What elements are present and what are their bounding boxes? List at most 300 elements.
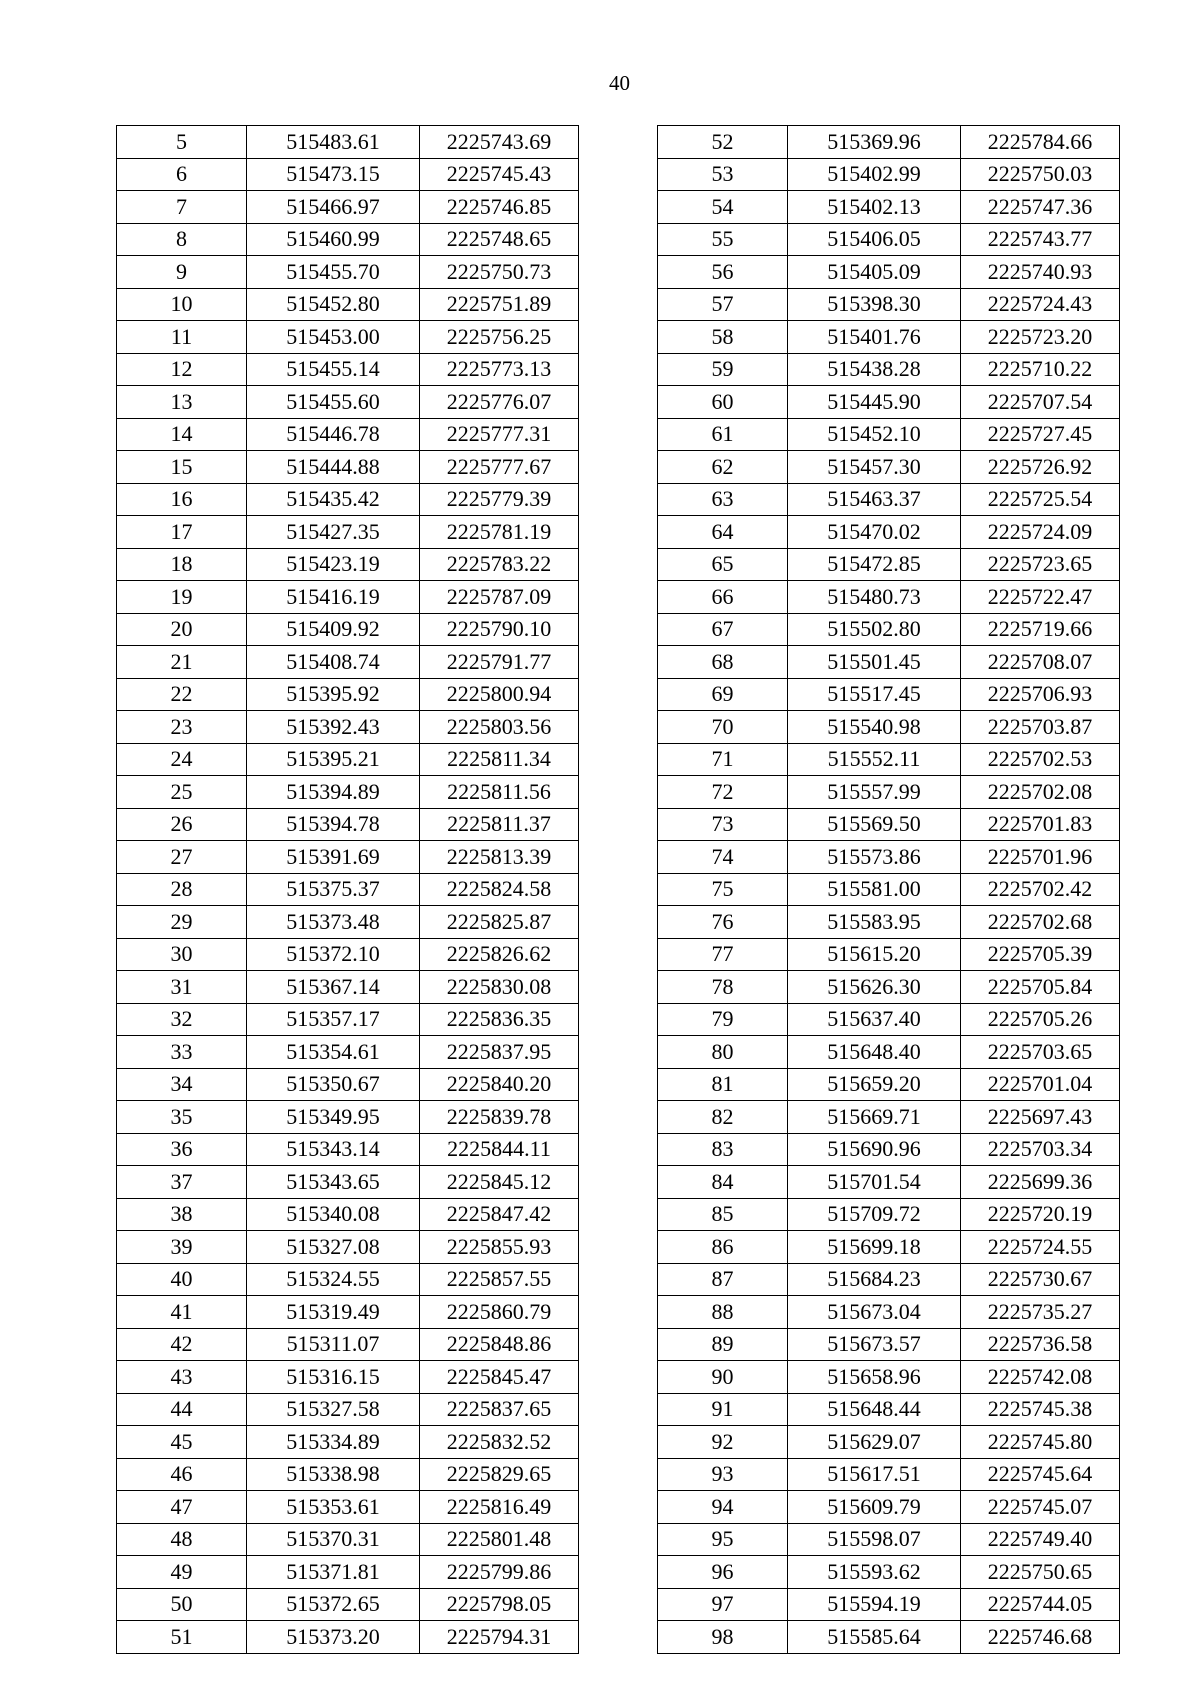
table-row (658, 126, 1120, 159)
point-number-cell: 49 (117, 1556, 247, 1589)
x-coordinate-cell: 515615.20 (788, 938, 961, 971)
x-coordinate-cell: 515334.89 (247, 1426, 420, 1459)
table-row (658, 776, 1120, 809)
table-row (117, 516, 579, 549)
y-coordinate-cell: 2225720.19 (961, 1198, 1120, 1231)
table-row (117, 321, 579, 354)
table-row (117, 451, 579, 484)
point-number-cell: 71 (658, 743, 788, 776)
y-coordinate-cell: 2225745.38 (961, 1393, 1120, 1426)
y-coordinate-cell: 2225826.62 (420, 938, 579, 971)
point-number-cell: 13 (117, 386, 247, 419)
point-number-cell: 10 (117, 288, 247, 321)
x-coordinate-cell: 515557.99 (788, 776, 961, 809)
table-row (658, 1198, 1120, 1231)
table-row (658, 1036, 1120, 1069)
y-coordinate-cell: 2225745.64 (961, 1458, 1120, 1491)
table-row (117, 1101, 579, 1134)
table-row (117, 841, 579, 874)
point-number-cell: 85 (658, 1198, 788, 1231)
y-coordinate-cell: 2225710.22 (961, 353, 1120, 386)
point-number-cell: 87 (658, 1263, 788, 1296)
x-coordinate-cell: 515349.95 (247, 1101, 420, 1134)
x-coordinate-cell: 515423.19 (247, 548, 420, 581)
table-row (117, 1458, 579, 1491)
x-coordinate-cell: 515581.00 (788, 873, 961, 906)
point-number-cell: 76 (658, 906, 788, 939)
x-coordinate-cell: 515316.15 (247, 1361, 420, 1394)
x-coordinate-cell: 515684.23 (788, 1263, 961, 1296)
table-row (117, 873, 579, 906)
y-coordinate-cell: 2225791.77 (420, 646, 579, 679)
x-coordinate-cell: 515343.14 (247, 1133, 420, 1166)
y-coordinate-cell: 2225703.87 (961, 711, 1120, 744)
table-row (658, 906, 1120, 939)
point-number-cell: 41 (117, 1296, 247, 1329)
table-row (117, 1198, 579, 1231)
x-coordinate-cell: 515402.13 (788, 191, 961, 224)
y-coordinate-cell: 2225751.89 (420, 288, 579, 321)
table-row (117, 1621, 579, 1654)
x-coordinate-cell: 515594.19 (788, 1588, 961, 1621)
point-number-cell: 26 (117, 808, 247, 841)
y-coordinate-cell: 2225701.83 (961, 808, 1120, 841)
y-coordinate-cell: 2225727.45 (961, 418, 1120, 451)
table-row (658, 1523, 1120, 1556)
y-coordinate-cell: 2225722.47 (961, 581, 1120, 614)
x-coordinate-cell: 515402.99 (788, 158, 961, 191)
x-coordinate-cell: 515367.14 (247, 971, 420, 1004)
point-number-cell: 55 (658, 223, 788, 256)
table-row (117, 1133, 579, 1166)
y-coordinate-cell: 2225726.92 (961, 451, 1120, 484)
y-coordinate-cell: 2225706.93 (961, 678, 1120, 711)
point-number-cell: 72 (658, 776, 788, 809)
point-number-cell: 46 (117, 1458, 247, 1491)
x-coordinate-cell: 515502.80 (788, 613, 961, 646)
y-coordinate-cell: 2225800.94 (420, 678, 579, 711)
point-number-cell: 21 (117, 646, 247, 679)
point-number-cell: 77 (658, 938, 788, 971)
table-row (117, 1166, 579, 1199)
point-number-cell: 33 (117, 1036, 247, 1069)
point-number-cell: 57 (658, 288, 788, 321)
y-coordinate-cell: 2225705.84 (961, 971, 1120, 1004)
coordinate-table-left (116, 125, 579, 1654)
table-row (117, 1491, 579, 1524)
y-coordinate-cell: 2225702.53 (961, 743, 1120, 776)
point-number-cell: 84 (658, 1166, 788, 1199)
y-coordinate-cell: 2225750.65 (961, 1556, 1120, 1589)
y-coordinate-cell: 2225740.93 (961, 256, 1120, 289)
x-coordinate-cell: 515583.95 (788, 906, 961, 939)
point-number-cell: 54 (658, 191, 788, 224)
point-number-cell: 29 (117, 906, 247, 939)
y-coordinate-cell: 2225787.09 (420, 581, 579, 614)
table-row (117, 1426, 579, 1459)
y-coordinate-cell: 2225756.25 (420, 321, 579, 354)
table-row (117, 548, 579, 581)
x-coordinate-cell: 515311.07 (247, 1328, 420, 1361)
x-coordinate-cell: 515327.58 (247, 1393, 420, 1426)
point-number-cell: 28 (117, 873, 247, 906)
table-row (658, 613, 1120, 646)
x-coordinate-cell: 515659.20 (788, 1068, 961, 1101)
table-row (658, 841, 1120, 874)
table-row (658, 516, 1120, 549)
y-coordinate-cell: 2225783.22 (420, 548, 579, 581)
table-row (117, 711, 579, 744)
table-row (117, 1523, 579, 1556)
table-row (658, 1166, 1120, 1199)
point-number-cell: 52 (658, 126, 788, 159)
table-row (117, 353, 579, 386)
table-row (658, 873, 1120, 906)
x-coordinate-cell: 515372.65 (247, 1588, 420, 1621)
point-number-cell: 22 (117, 678, 247, 711)
table-row (658, 1556, 1120, 1589)
x-coordinate-cell: 515343.65 (247, 1166, 420, 1199)
x-coordinate-cell: 515438.28 (788, 353, 961, 386)
coordinate-table-left-body (117, 126, 579, 1654)
x-coordinate-cell: 515369.96 (788, 126, 961, 159)
table-row (117, 1361, 579, 1394)
x-coordinate-cell: 515455.70 (247, 256, 420, 289)
x-coordinate-cell: 515357.17 (247, 1003, 420, 1036)
table-row (117, 1296, 579, 1329)
coordinate-table-right-body (658, 126, 1120, 1654)
y-coordinate-cell: 2225746.68 (961, 1621, 1120, 1654)
x-coordinate-cell: 515673.57 (788, 1328, 961, 1361)
x-coordinate-cell: 515319.49 (247, 1296, 420, 1329)
y-coordinate-cell: 2225832.52 (420, 1426, 579, 1459)
table-row (658, 288, 1120, 321)
x-coordinate-cell: 515455.60 (247, 386, 420, 419)
table-row (117, 1068, 579, 1101)
x-coordinate-cell: 515626.30 (788, 971, 961, 1004)
y-coordinate-cell: 2225811.37 (420, 808, 579, 841)
x-coordinate-cell: 515540.98 (788, 711, 961, 744)
y-coordinate-cell: 2225701.04 (961, 1068, 1120, 1101)
x-coordinate-cell: 515445.90 (788, 386, 961, 419)
table-row (117, 1393, 579, 1426)
table-row (658, 1361, 1120, 1394)
x-coordinate-cell: 515401.76 (788, 321, 961, 354)
table-row (117, 1003, 579, 1036)
point-number-cell: 27 (117, 841, 247, 874)
x-coordinate-cell: 515444.88 (247, 451, 420, 484)
y-coordinate-cell: 2225723.20 (961, 321, 1120, 354)
table-row (117, 1328, 579, 1361)
x-coordinate-cell: 515699.18 (788, 1231, 961, 1264)
table-row (117, 646, 579, 679)
point-number-cell: 32 (117, 1003, 247, 1036)
table-row (117, 971, 579, 1004)
table-row (658, 938, 1120, 971)
table-row (117, 483, 579, 516)
point-number-cell: 64 (658, 516, 788, 549)
x-coordinate-cell: 515593.62 (788, 1556, 961, 1589)
table-row (117, 288, 579, 321)
x-coordinate-cell: 515373.20 (247, 1621, 420, 1654)
table-row (658, 418, 1120, 451)
x-coordinate-cell: 515517.45 (788, 678, 961, 711)
point-number-cell: 81 (658, 1068, 788, 1101)
y-coordinate-cell: 2225845.47 (420, 1361, 579, 1394)
y-coordinate-cell: 2225860.79 (420, 1296, 579, 1329)
table-row (658, 256, 1120, 289)
point-number-cell: 70 (658, 711, 788, 744)
x-coordinate-cell: 515391.69 (247, 841, 420, 874)
table-row (117, 776, 579, 809)
point-number-cell: 61 (658, 418, 788, 451)
point-number-cell: 89 (658, 1328, 788, 1361)
table-row (658, 1588, 1120, 1621)
point-number-cell: 79 (658, 1003, 788, 1036)
point-number-cell: 50 (117, 1588, 247, 1621)
point-number-cell: 45 (117, 1426, 247, 1459)
y-coordinate-cell: 2225743.69 (420, 126, 579, 159)
x-coordinate-cell: 515409.92 (247, 613, 420, 646)
x-coordinate-cell: 515370.31 (247, 1523, 420, 1556)
y-coordinate-cell: 2225702.68 (961, 906, 1120, 939)
y-coordinate-cell: 2225699.36 (961, 1166, 1120, 1199)
point-number-cell: 66 (658, 581, 788, 614)
x-coordinate-cell: 515483.61 (247, 126, 420, 159)
table-row (117, 256, 579, 289)
x-coordinate-cell: 515466.97 (247, 191, 420, 224)
x-coordinate-cell: 515629.07 (788, 1426, 961, 1459)
table-row (117, 126, 579, 159)
point-number-cell: 98 (658, 1621, 788, 1654)
y-coordinate-cell: 2225702.08 (961, 776, 1120, 809)
y-coordinate-cell: 2225799.86 (420, 1556, 579, 1589)
coordinate-table-right (657, 125, 1120, 1654)
y-coordinate-cell: 2225794.31 (420, 1621, 579, 1654)
table-row (117, 158, 579, 191)
table-row (658, 1393, 1120, 1426)
y-coordinate-cell: 2225811.56 (420, 776, 579, 809)
table-row (658, 808, 1120, 841)
y-coordinate-cell: 2225811.34 (420, 743, 579, 776)
y-coordinate-cell: 2225701.96 (961, 841, 1120, 874)
x-coordinate-cell: 515473.15 (247, 158, 420, 191)
table-row (117, 386, 579, 419)
point-number-cell: 86 (658, 1231, 788, 1264)
table-row (117, 808, 579, 841)
point-number-cell: 6 (117, 158, 247, 191)
table-row (658, 191, 1120, 224)
y-coordinate-cell: 2225736.58 (961, 1328, 1120, 1361)
y-coordinate-cell: 2225801.48 (420, 1523, 579, 1556)
y-coordinate-cell: 2225745.43 (420, 158, 579, 191)
x-coordinate-cell: 515455.14 (247, 353, 420, 386)
x-coordinate-cell: 515573.86 (788, 841, 961, 874)
y-coordinate-cell: 2225747.36 (961, 191, 1120, 224)
table-row (658, 1621, 1120, 1654)
y-coordinate-cell: 2225777.67 (420, 451, 579, 484)
y-coordinate-cell: 2225750.73 (420, 256, 579, 289)
point-number-cell: 91 (658, 1393, 788, 1426)
table-row (658, 353, 1120, 386)
x-coordinate-cell: 515327.08 (247, 1231, 420, 1264)
x-coordinate-cell: 515446.78 (247, 418, 420, 451)
x-coordinate-cell: 515405.09 (788, 256, 961, 289)
table-row (658, 321, 1120, 354)
y-coordinate-cell: 2225803.56 (420, 711, 579, 744)
y-coordinate-cell: 2225837.65 (420, 1393, 579, 1426)
point-number-cell: 88 (658, 1296, 788, 1329)
point-number-cell: 63 (658, 483, 788, 516)
x-coordinate-cell: 515463.37 (788, 483, 961, 516)
table-row (117, 418, 579, 451)
x-coordinate-cell: 515354.61 (247, 1036, 420, 1069)
x-coordinate-cell: 515648.40 (788, 1036, 961, 1069)
point-number-cell: 30 (117, 938, 247, 971)
table-row (117, 678, 579, 711)
y-coordinate-cell: 2225837.95 (420, 1036, 579, 1069)
y-coordinate-cell: 2225745.80 (961, 1426, 1120, 1459)
y-coordinate-cell: 2225840.20 (420, 1068, 579, 1101)
y-coordinate-cell: 2225844.11 (420, 1133, 579, 1166)
x-coordinate-cell: 515394.78 (247, 808, 420, 841)
point-number-cell: 74 (658, 841, 788, 874)
point-number-cell: 95 (658, 1523, 788, 1556)
x-coordinate-cell: 515637.40 (788, 1003, 961, 1036)
point-number-cell: 44 (117, 1393, 247, 1426)
x-coordinate-cell: 515373.48 (247, 906, 420, 939)
point-number-cell: 56 (658, 256, 788, 289)
point-number-cell: 34 (117, 1068, 247, 1101)
table-row (658, 1003, 1120, 1036)
table-row (658, 1491, 1120, 1524)
x-coordinate-cell: 515552.11 (788, 743, 961, 776)
y-coordinate-cell: 2225697.43 (961, 1101, 1120, 1134)
x-coordinate-cell: 515406.05 (788, 223, 961, 256)
y-coordinate-cell: 2225779.39 (420, 483, 579, 516)
x-coordinate-cell: 515416.19 (247, 581, 420, 614)
table-row (658, 223, 1120, 256)
y-coordinate-cell: 2225723.65 (961, 548, 1120, 581)
point-number-cell: 93 (658, 1458, 788, 1491)
x-coordinate-cell: 515658.96 (788, 1361, 961, 1394)
table-row (658, 451, 1120, 484)
y-coordinate-cell: 2225702.42 (961, 873, 1120, 906)
point-number-cell: 9 (117, 256, 247, 289)
point-number-cell: 73 (658, 808, 788, 841)
y-coordinate-cell: 2225824.58 (420, 873, 579, 906)
y-coordinate-cell: 2225825.87 (420, 906, 579, 939)
table-row (117, 743, 579, 776)
table-row (658, 711, 1120, 744)
point-number-cell: 69 (658, 678, 788, 711)
table-row (658, 386, 1120, 419)
point-number-cell: 59 (658, 353, 788, 386)
point-number-cell: 48 (117, 1523, 247, 1556)
point-number-cell: 90 (658, 1361, 788, 1394)
table-row (658, 646, 1120, 679)
y-coordinate-cell: 2225798.05 (420, 1588, 579, 1621)
table-row (658, 1068, 1120, 1101)
point-number-cell: 65 (658, 548, 788, 581)
table-row (117, 1036, 579, 1069)
y-coordinate-cell: 2225839.78 (420, 1101, 579, 1134)
point-number-cell: 37 (117, 1166, 247, 1199)
point-number-cell: 92 (658, 1426, 788, 1459)
y-coordinate-cell: 2225845.12 (420, 1166, 579, 1199)
x-coordinate-cell: 515408.74 (247, 646, 420, 679)
point-number-cell: 97 (658, 1588, 788, 1621)
table-row (117, 1231, 579, 1264)
point-number-cell: 35 (117, 1101, 247, 1134)
table-row (658, 971, 1120, 1004)
page-number: 40 (609, 71, 630, 95)
point-number-cell: 62 (658, 451, 788, 484)
x-coordinate-cell: 515371.81 (247, 1556, 420, 1589)
point-number-cell: 53 (658, 158, 788, 191)
x-coordinate-cell: 515669.71 (788, 1101, 961, 1134)
point-number-cell: 67 (658, 613, 788, 646)
point-number-cell: 36 (117, 1133, 247, 1166)
y-coordinate-cell: 2225724.55 (961, 1231, 1120, 1264)
x-coordinate-cell: 515452.80 (247, 288, 420, 321)
y-coordinate-cell: 2225708.07 (961, 646, 1120, 679)
y-coordinate-cell: 2225830.08 (420, 971, 579, 1004)
table-row (117, 1263, 579, 1296)
table-row (658, 483, 1120, 516)
table-row (117, 191, 579, 224)
x-coordinate-cell: 515690.96 (788, 1133, 961, 1166)
y-coordinate-cell: 2225781.19 (420, 516, 579, 549)
x-coordinate-cell: 515340.08 (247, 1198, 420, 1231)
table-row (117, 1588, 579, 1621)
x-coordinate-cell: 515598.07 (788, 1523, 961, 1556)
y-coordinate-cell: 2225829.65 (420, 1458, 579, 1491)
x-coordinate-cell: 515453.00 (247, 321, 420, 354)
y-coordinate-cell: 2225855.93 (420, 1231, 579, 1264)
point-number-cell: 7 (117, 191, 247, 224)
point-number-cell: 31 (117, 971, 247, 1004)
x-coordinate-cell: 515673.04 (788, 1296, 961, 1329)
table-row (117, 581, 579, 614)
y-coordinate-cell: 2225748.65 (420, 223, 579, 256)
point-number-cell: 43 (117, 1361, 247, 1394)
x-coordinate-cell: 515353.61 (247, 1491, 420, 1524)
table-row (117, 1556, 579, 1589)
y-coordinate-cell: 2225749.40 (961, 1523, 1120, 1556)
x-coordinate-cell: 515648.44 (788, 1393, 961, 1426)
table-row (658, 1133, 1120, 1166)
point-number-cell: 60 (658, 386, 788, 419)
y-coordinate-cell: 2225730.67 (961, 1263, 1120, 1296)
point-number-cell: 58 (658, 321, 788, 354)
y-coordinate-cell: 2225703.65 (961, 1036, 1120, 1069)
x-coordinate-cell: 515501.45 (788, 646, 961, 679)
point-number-cell: 51 (117, 1621, 247, 1654)
point-number-cell: 18 (117, 548, 247, 581)
x-coordinate-cell: 515338.98 (247, 1458, 420, 1491)
y-coordinate-cell: 2225724.09 (961, 516, 1120, 549)
y-coordinate-cell: 2225744.05 (961, 1588, 1120, 1621)
y-coordinate-cell: 2225707.54 (961, 386, 1120, 419)
x-coordinate-cell: 515701.54 (788, 1166, 961, 1199)
table-row (117, 906, 579, 939)
point-number-cell: 47 (117, 1491, 247, 1524)
y-coordinate-cell: 2225735.27 (961, 1296, 1120, 1329)
x-coordinate-cell: 515350.67 (247, 1068, 420, 1101)
x-coordinate-cell: 515372.10 (247, 938, 420, 971)
y-coordinate-cell: 2225703.34 (961, 1133, 1120, 1166)
